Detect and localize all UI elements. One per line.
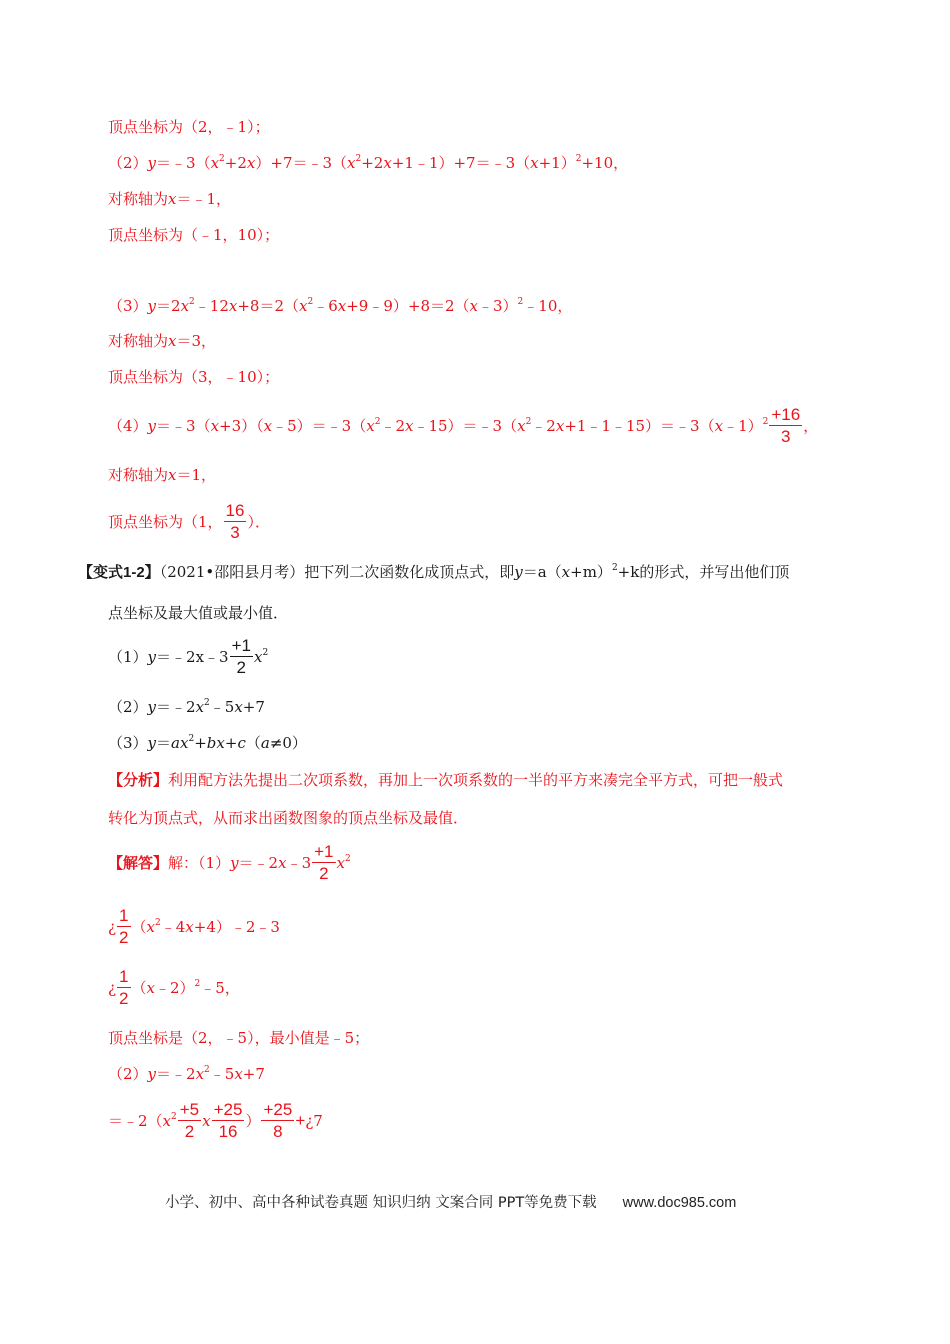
answer-part-2 <box>108 1064 265 1084</box>
exponent: 2 <box>262 648 269 658</box>
text: +3）（ <box>219 417 264 435</box>
text: 对称轴为 <box>108 466 169 484</box>
text: ＝﹣3（ <box>156 154 211 172</box>
text: （3） <box>108 297 148 315</box>
text: ﹣5 <box>209 1065 235 1083</box>
footer-text: 小学、初中、高中各种试卷真题 知识归纳 文案合同 PPT等免费下载 <box>165 1195 597 1211</box>
text: ） <box>245 1112 261 1130</box>
text: ﹣6 <box>313 297 338 315</box>
var-x: x <box>146 979 155 997</box>
numerator: +1 <box>314 841 334 861</box>
text: ＝3， <box>176 332 217 350</box>
exponent: 2 <box>344 854 351 864</box>
var-y: y <box>147 734 157 752</box>
var-x: x <box>469 297 478 315</box>
text: ﹣3 <box>286 854 312 872</box>
text: （2） <box>108 698 148 716</box>
fraction <box>230 637 253 676</box>
text: （3） <box>108 734 148 752</box>
numerator: +16 <box>771 404 801 424</box>
numerator: 1 <box>119 905 129 925</box>
glyph: ¿ <box>305 1112 314 1130</box>
text: ， <box>803 417 819 435</box>
text: 转化为顶点式，从而求出函数图象的顶点坐标及最值． <box>108 809 469 827</box>
vertex-line-1 <box>108 117 270 137</box>
var-b: b <box>206 734 217 752</box>
answer-vertex-1 <box>108 1028 369 1048</box>
analysis-tag: 【分析】 <box>108 772 169 789</box>
denominator: 3 <box>769 425 802 445</box>
text: ﹣3） <box>478 297 518 315</box>
numerator: +5 <box>179 1099 200 1119</box>
denominator: 8 <box>261 1120 294 1140</box>
axis-line-2 <box>108 331 216 351</box>
var-y: y <box>147 648 157 666</box>
text: （ <box>245 734 261 752</box>
text: （2） <box>108 154 148 172</box>
var-x: x <box>146 918 155 936</box>
axis-line-3 <box>108 465 216 485</box>
text: ﹣5）＝﹣3（ <box>272 417 367 435</box>
text: ＝ <box>156 734 172 752</box>
fraction <box>312 843 335 882</box>
footer-url[interactable]: www.doc985.com <box>622 1195 737 1211</box>
text: +2 <box>224 154 247 172</box>
var-x: x <box>162 1112 172 1130</box>
fraction <box>117 907 130 946</box>
text: ＝﹣1， <box>176 190 232 208</box>
text: +2 <box>361 154 384 172</box>
text: +9﹣9）+8＝2（ <box>346 297 470 315</box>
var-x: x <box>234 1065 243 1083</box>
exponent: 2 <box>189 297 195 307</box>
text: ﹣12 <box>194 297 229 315</box>
denominator: 2 <box>312 862 335 882</box>
vertex-line-3 <box>108 367 279 387</box>
text: ＝﹣2（ <box>108 1112 163 1130</box>
text: （ <box>131 918 147 936</box>
exponent: 2 <box>374 417 381 427</box>
var-x: x <box>383 154 392 172</box>
text: 7 <box>313 1112 323 1130</box>
var-y: y <box>147 1065 157 1083</box>
problem-heading <box>78 562 789 583</box>
var-x: x <box>210 417 220 435</box>
equation-line-4 <box>108 406 818 447</box>
text: 把下列二次函数化成顶点式，即 <box>304 563 515 581</box>
denominator: 2 <box>119 988 129 1008</box>
exponent: 2 <box>517 297 524 307</box>
denominator: 3 <box>224 521 247 541</box>
vertex-line-4 <box>108 502 270 543</box>
numerator: 16 <box>225 500 245 520</box>
denominator: 2 <box>230 656 253 676</box>
text: ＝﹣3（ <box>156 417 211 435</box>
glyph: ¿ <box>108 979 117 997</box>
text: ﹣5， <box>200 979 240 997</box>
text: 解：（1） <box>168 854 231 872</box>
var-y: y <box>230 854 239 872</box>
var-x: x <box>517 417 526 435</box>
var-a: a <box>171 734 180 752</box>
text: 顶点坐标为（2，﹣1）； <box>108 118 270 136</box>
denominator: 2 <box>178 1120 201 1140</box>
text: ＝2 <box>156 297 181 315</box>
equation-line-2 <box>108 153 628 173</box>
exponent: 2 <box>204 698 210 708</box>
var-x: x <box>210 154 220 172</box>
text: 顶点坐标为（﹣1，10）； <box>108 226 280 244</box>
text: ＝a（ <box>522 563 562 581</box>
problem-part-3 <box>108 733 307 753</box>
problem-source: （2021•邵阳县月考） <box>159 563 305 581</box>
text: ﹣1） <box>723 417 763 435</box>
denominator: 16 <box>212 1120 245 1140</box>
var-x: x <box>530 154 539 172</box>
var-x: x <box>246 154 256 172</box>
exponent: 2 <box>194 979 201 989</box>
text: +8＝2（ <box>237 297 299 315</box>
answer-step-2 <box>108 968 240 1009</box>
analysis-line-2 <box>108 808 468 828</box>
text: 对称轴为 <box>108 190 169 208</box>
text: ）+7＝﹣3（ <box>255 154 348 172</box>
var-y: y <box>147 297 157 315</box>
var-y: y <box>514 563 523 581</box>
var-x: x <box>336 854 345 872</box>
text: 利用配方法先提出二次项系数，再加上一次项系数的一半的平方来凑完全平方式，可把一般式 <box>168 771 784 789</box>
problem-part-1 <box>108 637 268 678</box>
text: 的形式，并写出他们顶 <box>639 563 790 581</box>
var-x: x <box>263 417 273 435</box>
exponent: 2 <box>355 154 362 164</box>
exponent: 2 <box>204 1065 210 1075</box>
text: +1） <box>538 154 576 172</box>
var-x: x <box>185 918 194 936</box>
analysis-line-1 <box>108 770 783 791</box>
text: 顶点坐标是（2，﹣5），最小值是﹣5； <box>108 1029 370 1047</box>
var-x: x <box>180 297 190 315</box>
var-x: x <box>555 417 565 435</box>
text: +7 <box>242 1065 265 1083</box>
text: +1﹣1）+7＝﹣3（ <box>391 154 531 172</box>
numerator: +1 <box>231 635 251 655</box>
var-x: x <box>714 417 724 435</box>
var-x: x <box>337 297 347 315</box>
var-x: x <box>168 332 177 350</box>
text: +m） <box>570 563 612 581</box>
var-x: x <box>404 417 414 435</box>
axis-line-1 <box>108 189 231 209</box>
numerator: +25 <box>263 1099 293 1119</box>
equation-line-3 <box>108 296 572 316</box>
numerator: 1 <box>119 966 129 986</box>
denominator: 2 <box>119 927 129 947</box>
exponent: 2 <box>219 154 225 164</box>
var-y: y <box>147 154 157 172</box>
text: +4）﹣2﹣3 <box>193 918 280 936</box>
text: （2） <box>108 1065 148 1083</box>
text: +1﹣1﹣15）＝﹣3（ <box>564 417 715 435</box>
text: ＝﹣2x﹣3 <box>156 648 229 666</box>
var-x: x <box>299 297 308 315</box>
numerator: +25 <box>213 1099 243 1119</box>
text: ＝1， <box>176 466 217 484</box>
text: ﹣5 <box>209 698 235 716</box>
exponent: 2 <box>575 154 582 164</box>
text: ﹣2 <box>531 417 556 435</box>
text: ）． <box>247 513 270 531</box>
var-x: x <box>195 698 205 716</box>
answer-step-1 <box>108 907 280 948</box>
text: + <box>295 1111 306 1130</box>
var-x: x <box>278 854 287 872</box>
page-footer <box>165 1191 736 1212</box>
text: ﹣2） <box>155 979 195 997</box>
problem-part-2 <box>108 697 265 717</box>
var-x: x <box>180 734 189 752</box>
answer-part-1 <box>108 843 351 884</box>
exponent: 2 <box>171 1112 177 1122</box>
text: +10， <box>581 154 629 172</box>
exponent: 2 <box>307 297 314 307</box>
fraction <box>224 502 247 541</box>
text: ＝﹣2 <box>156 1065 196 1083</box>
var-x: x <box>168 190 177 208</box>
exponent: 2 <box>525 417 532 427</box>
exponent: 2 <box>155 918 161 928</box>
var-x: x <box>216 734 225 752</box>
fraction <box>769 406 802 445</box>
var-x: x <box>253 648 263 666</box>
exponent: 2 <box>188 734 195 744</box>
fraction <box>117 968 130 1007</box>
problem-tag: 【变式1-2】 <box>78 564 160 581</box>
text: ﹣15）＝﹣3（ <box>413 417 518 435</box>
answer-step-3 <box>108 1101 323 1142</box>
text: ＝﹣2 <box>156 698 196 716</box>
var-x: x <box>168 466 177 484</box>
text: + <box>194 734 207 752</box>
glyph: ¿ <box>108 918 117 936</box>
var-x: x <box>234 698 243 716</box>
text: 顶点坐标为（3，﹣10）； <box>108 368 280 386</box>
text: ﹣2 <box>380 417 405 435</box>
text: ﹣4 <box>160 918 186 936</box>
text: （1） <box>108 648 148 666</box>
var-y: y <box>147 417 157 435</box>
var-x: x <box>561 563 571 581</box>
var-c: c <box>237 734 246 752</box>
text: +7 <box>242 698 265 716</box>
text: 点坐标及最大值或最小值． <box>108 604 289 622</box>
fraction <box>178 1101 201 1140</box>
var-x: x <box>366 417 375 435</box>
text: ＝﹣2 <box>238 854 279 872</box>
fraction <box>212 1101 245 1140</box>
text: +k <box>617 563 640 581</box>
text: ≠0） <box>269 734 307 752</box>
text: ﹣10， <box>523 297 573 315</box>
problem-line-2 <box>108 603 288 623</box>
exponent: 2 <box>611 563 618 573</box>
var-y: y <box>147 698 157 716</box>
var-x: x <box>347 154 356 172</box>
exponent: 2 <box>762 417 769 427</box>
text: 顶点坐标为（1， <box>108 513 223 531</box>
var-a: a <box>260 734 270 752</box>
fraction <box>261 1101 294 1140</box>
text: 对称轴为 <box>108 332 169 350</box>
var-x: x <box>228 297 238 315</box>
text: （ <box>131 979 147 997</box>
var-x: x <box>195 1065 205 1083</box>
answer-tag: 【解答】 <box>108 855 169 872</box>
text: （4） <box>108 417 148 435</box>
var-x: x <box>202 1112 211 1130</box>
vertex-line-2 <box>108 225 279 245</box>
text: + <box>224 734 238 752</box>
